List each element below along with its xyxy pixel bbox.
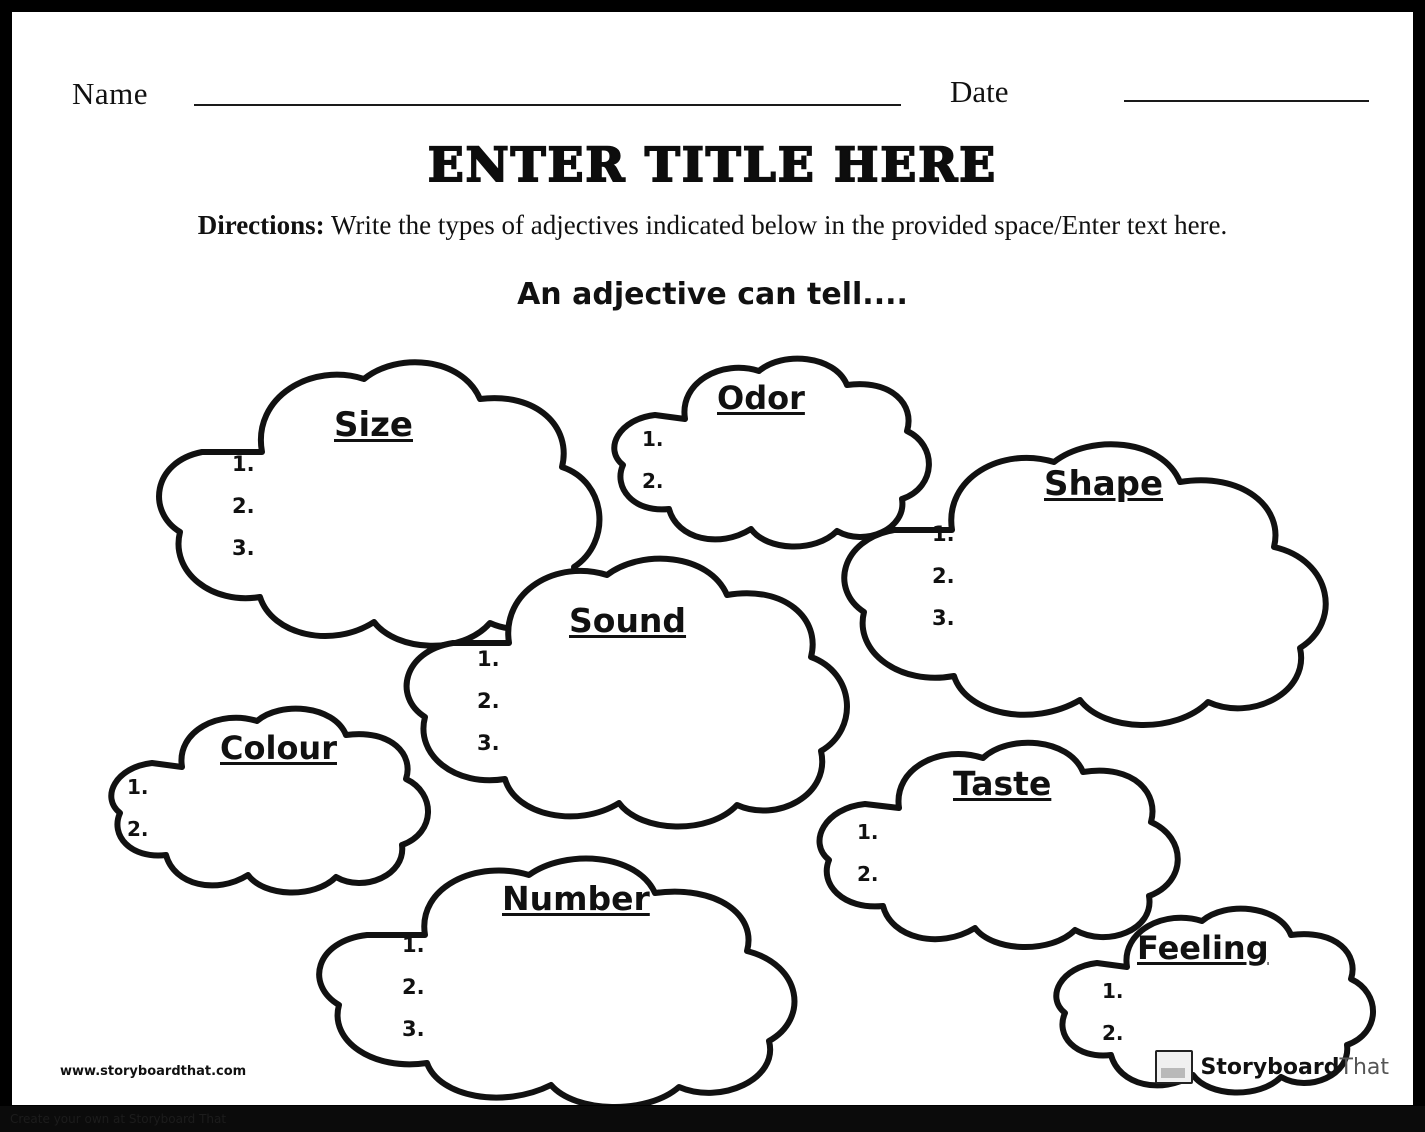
list-item[interactable]: 1. — [127, 775, 149, 799]
cloud-items-taste[interactable] — [857, 820, 879, 904]
list-item[interactable]: 3. — [402, 1017, 425, 1041]
list-item[interactable]: 1. — [642, 427, 664, 451]
list-item[interactable]: 2. — [857, 862, 879, 886]
directions-text[interactable]: Write the types of adjectives indicated below in the provided space/Enter text here. — [330, 210, 1228, 240]
cloud-items-feeling[interactable] — [1102, 979, 1124, 1063]
cloud-number[interactable] — [297, 857, 827, 1102]
cloud-label-size: Size — [334, 405, 413, 445]
cloud-sound[interactable] — [397, 557, 857, 832]
footer-url[interactable]: www.storyboardthat.com — [60, 1064, 247, 1079]
list-item[interactable]: 3. — [932, 606, 955, 630]
subtitle: An adjective can tell.... — [517, 277, 908, 312]
cloud-label-taste: Taste — [953, 764, 1052, 803]
cloud-items-shape[interactable] — [932, 522, 955, 648]
list-item[interactable]: 2. — [232, 494, 255, 518]
cloud-label-sound: Sound — [569, 601, 687, 640]
cloud-items-sound[interactable] — [477, 647, 500, 773]
brand-text — [1201, 1055, 1389, 1080]
cloud-items-odor[interactable] — [642, 427, 664, 511]
bottom-strip: Create your own at Storyboard That — [0, 1106, 1425, 1132]
list-item[interactable]: 1. — [932, 522, 955, 546]
list-item[interactable]: 1. — [857, 820, 879, 844]
date-label: Date — [950, 74, 1009, 109]
list-item[interactable]: 2. — [402, 975, 425, 999]
list-item[interactable]: 3. — [232, 536, 255, 560]
brand-logo — [1155, 1050, 1389, 1084]
list-item[interactable]: 2. — [477, 689, 500, 713]
cloud-shape-group[interactable] — [832, 442, 1352, 727]
brand-name-bold: Storyboard — [1200, 1054, 1340, 1080]
list-item[interactable]: 3. — [477, 731, 500, 755]
cloud-items-size[interactable] — [232, 452, 255, 578]
worksheet-page — [12, 12, 1413, 1105]
cloud-label-feeling: Feeling — [1137, 929, 1269, 967]
name-input-line[interactable] — [194, 104, 901, 106]
cloud-label-number: Number — [502, 879, 650, 918]
list-item[interactable]: 1. — [402, 933, 425, 957]
list-item[interactable]: 2. — [1102, 1021, 1124, 1045]
list-item[interactable]: 2. — [127, 817, 149, 841]
list-item[interactable]: 1. — [232, 452, 255, 476]
cloud-label-shape: Shape — [1044, 464, 1164, 504]
cloud-label-colour: Colour — [220, 729, 337, 767]
list-item[interactable]: 2. — [642, 469, 664, 493]
page-title[interactable]: ENTER TITLE HERE — [427, 138, 998, 193]
list-item[interactable]: 1. — [477, 647, 500, 671]
directions — [12, 210, 1413, 241]
cloud-shape — [397, 557, 857, 832]
cloud-label-odor: Odor — [717, 379, 805, 417]
name-label: Name — [72, 76, 149, 111]
list-item[interactable]: 2. — [932, 564, 955, 588]
date-input-line[interactable] — [1124, 100, 1369, 102]
cloud-items-number[interactable] — [402, 933, 425, 1059]
storyboard-icon — [1155, 1050, 1193, 1084]
cloud-items-colour[interactable] — [127, 775, 149, 859]
directions-label: Directions: — [197, 210, 325, 240]
brand-name-light: That — [1339, 1054, 1389, 1080]
list-item[interactable]: 1. — [1102, 979, 1124, 1003]
